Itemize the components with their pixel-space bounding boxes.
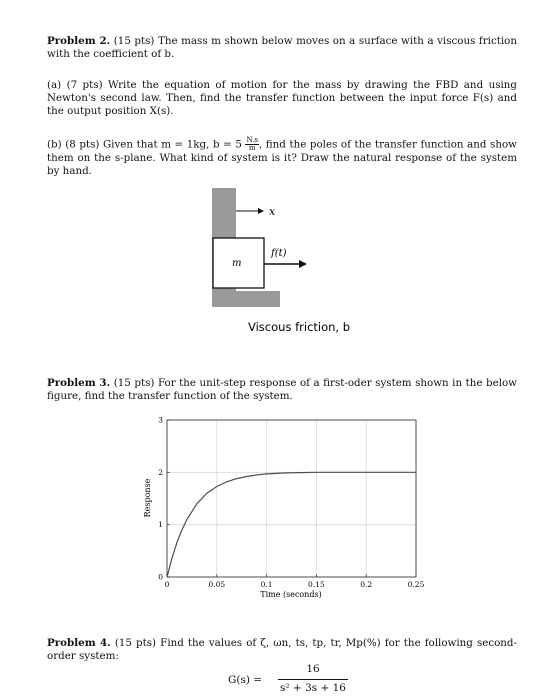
problem3-body: For the unit-step response of a first-oder system shown in the below figure, find the transfer function of the system. bbox=[47, 377, 517, 403]
problem3-points: (15 pts) bbox=[113, 377, 155, 389]
equation-numerator: 16 bbox=[306, 663, 320, 675]
x-tick-label: 0 bbox=[164, 580, 170, 589]
x-tick-label: 0.2 bbox=[360, 580, 373, 589]
chart-grid bbox=[167, 420, 416, 577]
y-tick-label: 1 bbox=[158, 520, 163, 530]
friction-label: Viscous friction, b bbox=[248, 320, 351, 334]
problem4-heading: Problem 4. bbox=[47, 637, 111, 649]
part-b-given: Given that m = 1kg, b = 5 bbox=[102, 138, 242, 151]
x-tick-label: 0.05 bbox=[208, 580, 226, 589]
x-label: x bbox=[269, 205, 276, 218]
mass-label: m bbox=[232, 258, 242, 269]
problem3-heading: Problem 3. bbox=[47, 377, 111, 389]
part-a-label: (a) (7 pts) bbox=[47, 79, 103, 91]
equation-lhs: G(s) = bbox=[228, 674, 263, 686]
x-tick-label: 0.1 bbox=[260, 580, 273, 589]
part-b-label: (b) (8 pts) bbox=[47, 138, 100, 151]
y-tick-label: 2 bbox=[158, 467, 163, 477]
part-a-text: Write the equation of motion for the mass by drawing the FBD and using Newton's second law. Then, find the transfer function between the input force F(s) and the output position X(s). bbox=[47, 79, 517, 118]
equation-fraction-bar bbox=[278, 679, 348, 680]
x-tick-label: 0.25 bbox=[407, 580, 425, 589]
chart-frame bbox=[167, 420, 416, 577]
problem4-body: Find the values of ζ, ωn, ts, tp, tr, Mp(%) for the following second-order system: bbox=[47, 637, 517, 663]
equation-denominator: s² + 3s + 16 bbox=[280, 682, 346, 694]
problem4-points: (15 pts) bbox=[114, 637, 157, 649]
transfer-function-equation bbox=[228, 663, 378, 695]
y-tick-label: 3 bbox=[158, 415, 163, 425]
y-tick-label: 0 bbox=[158, 572, 163, 582]
problem2-heading: Problem 2. bbox=[47, 35, 111, 47]
problem2-intro-text: The mass m shown below moves on a surface with a viscous friction with the coefficient of b. bbox=[47, 35, 517, 61]
unit-numerator: N.s bbox=[246, 136, 258, 144]
x-axis-label: Time (seconds) bbox=[260, 590, 322, 599]
part-b-text: , find the poles of the transfer function and show them on the s-plane. What kind of system is it? Draw the natural response of the system by hand. bbox=[47, 138, 517, 178]
unit-denominator: m bbox=[248, 144, 256, 152]
problem4-text bbox=[47, 637, 517, 663]
problem2-points: (15 pts) bbox=[113, 35, 155, 47]
y-axis-label: Response bbox=[143, 478, 152, 518]
force-label: f(t) bbox=[271, 248, 287, 259]
x-tick-label: 0.15 bbox=[308, 580, 325, 589]
